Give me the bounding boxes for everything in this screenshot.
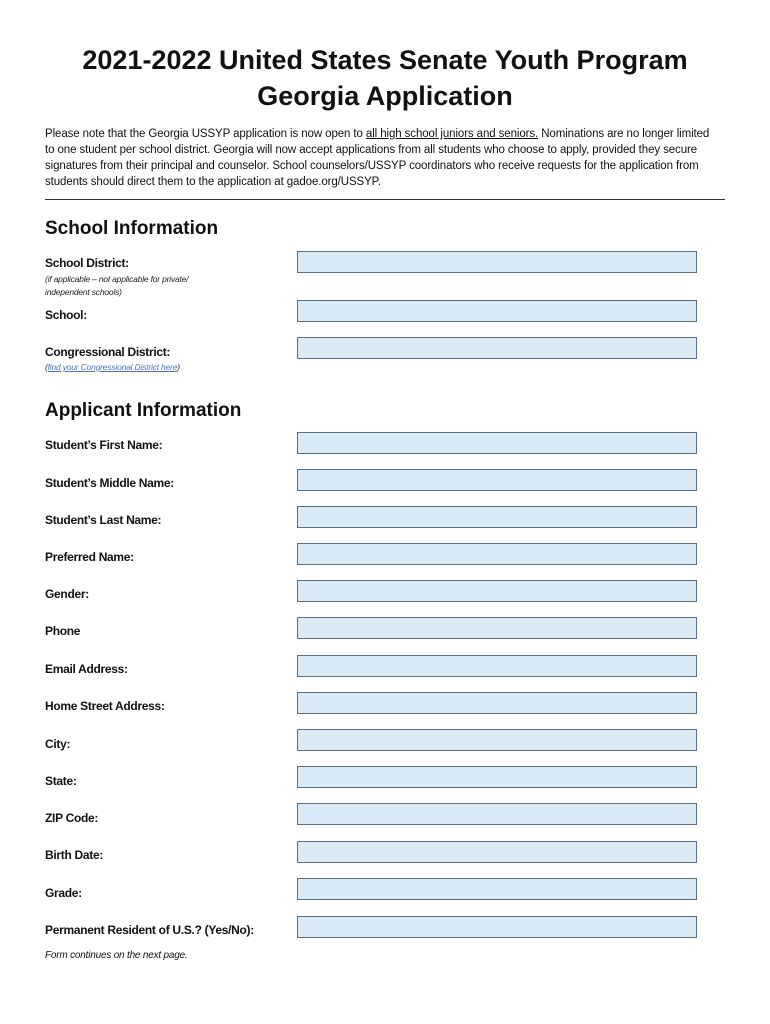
school-district-note	[45, 273, 188, 299]
grade-input[interactable]	[297, 878, 697, 900]
permanent-resident-label: Permanent Resident of U.S.? (Yes/No):	[45, 923, 254, 937]
divider	[45, 199, 725, 200]
congressional-district-input[interactable]	[297, 337, 697, 359]
gender-input[interactable]	[297, 580, 697, 602]
middle-name-input[interactable]	[297, 469, 697, 491]
preferred-name-input[interactable]	[297, 543, 697, 565]
email-input[interactable]	[297, 655, 697, 677]
school-district-note-line1: (if applicable – not applicable for private/	[45, 274, 189, 284]
applicant-info-heading: Applicant Information	[45, 400, 242, 421]
zip-code-input[interactable]	[297, 803, 697, 825]
birth-date-input[interactable]	[297, 841, 697, 863]
state-label: State:	[45, 774, 77, 788]
continued-note: Form continues on the next page.	[45, 950, 188, 961]
permanent-resident-input[interactable]	[297, 916, 697, 938]
middle-name-label: Student’s Middle Name:	[45, 476, 174, 490]
school-label: School:	[45, 308, 87, 322]
street-address-label: Home Street Address:	[45, 699, 165, 713]
city-input[interactable]	[297, 729, 697, 751]
note-close-paren: )	[177, 362, 180, 372]
city-label: City:	[45, 737, 71, 751]
last-name-input[interactable]	[297, 506, 697, 528]
page-title: 2021-2022 United States Senate Youth Program	[82, 45, 688, 75]
page-subtitle: Georgia Application	[257, 81, 513, 111]
gender-label: Gender:	[45, 587, 89, 601]
intro-text-start: Please note that the Georgia USSYP application is now open to	[45, 128, 366, 140]
grade-label: Grade:	[45, 886, 82, 900]
phone-label: Phone	[45, 624, 81, 638]
school-district-label: School District:	[45, 256, 129, 270]
first-name-input[interactable]	[297, 432, 697, 454]
intro-underlined-text: all high school juniors and seniors.	[365, 128, 539, 140]
birth-date-label: Birth Date:	[45, 848, 104, 862]
note-open-paren: (	[45, 362, 48, 372]
intro-paragraph	[45, 126, 715, 190]
congressional-district-label: Congressional District:	[45, 345, 171, 359]
school-district-input[interactable]	[297, 251, 697, 273]
street-address-input[interactable]	[297, 692, 697, 714]
zip-code-label: ZIP Code:	[45, 811, 99, 825]
school-info-heading: School Information	[45, 218, 219, 239]
intro-text-end: Nominations are no longer limited to one student per school district. Georgia will now accept applications from all students who choose to apply, provided they secure signatures from their principal and counselor. School counselors/USSYP coordinators who receive requests for the application from students should direct them to the application at gadoe.org/USSYP.	[45, 128, 710, 188]
state-input[interactable]	[297, 766, 697, 788]
find-congressional-district-link[interactable]: find your Congressional District here	[47, 362, 178, 372]
school-district-note-line2: independent schools)	[45, 287, 122, 297]
school-input[interactable]	[297, 300, 697, 322]
last-name-label: Student’s Last Name:	[45, 513, 162, 527]
preferred-name-label: Preferred Name:	[45, 550, 134, 564]
congressional-district-note	[45, 361, 180, 374]
first-name-label: Student’s First Name:	[45, 438, 163, 452]
phone-input[interactable]	[297, 617, 697, 639]
email-label: Email Address:	[45, 662, 128, 676]
